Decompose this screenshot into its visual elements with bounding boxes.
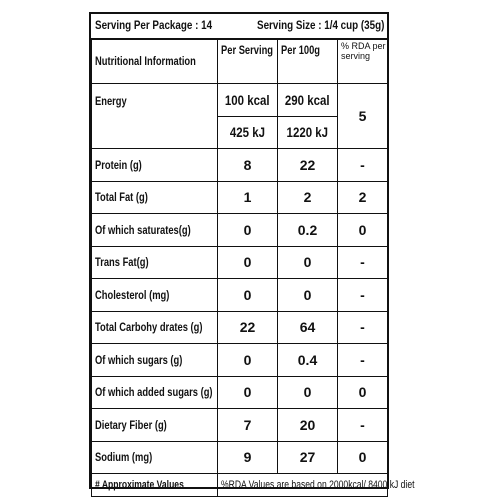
serving-per-package: Serving Per Package : 14	[95, 18, 213, 32]
nutrient-label: Total Carbohy drates (g)	[92, 311, 218, 344]
nutrient-row	[92, 311, 388, 344]
nutrition-facts-panel	[89, 12, 415, 491]
per-serving-value: 0	[218, 279, 278, 312]
nutrient-label: Of which added sugars (g)	[92, 376, 218, 409]
nutrient-row	[92, 181, 388, 214]
nutrient-label: Protein (g)	[92, 149, 218, 182]
nutrient-label: Trans Fat(g)	[92, 246, 218, 279]
nutrient-label: Cholesterol (mg)	[92, 279, 218, 312]
per-100g-value: 2	[278, 181, 338, 214]
per-serving-value: 9	[218, 441, 278, 474]
serving-header	[91, 14, 387, 40]
nutrient-row	[92, 214, 388, 247]
energy-kj-serving: 425 kJ	[218, 116, 278, 149]
rda-value: -	[338, 149, 388, 182]
per-serving-value: 22	[218, 311, 278, 344]
nutrient-row	[92, 344, 388, 377]
rda-value: 2	[338, 181, 388, 214]
rda-value: 0	[338, 376, 388, 409]
energy-label: Energy	[92, 84, 218, 149]
footer-approx: # Approximate Values	[92, 474, 218, 497]
nutrient-row	[92, 376, 388, 409]
per-serving-value: 0	[218, 214, 278, 247]
nutrient-row	[92, 409, 388, 442]
nutrient-label: Total Fat (g)	[92, 181, 218, 214]
rda-value: 0	[338, 441, 388, 474]
per-serving-value: 1	[218, 181, 278, 214]
per-100g-value: 0	[278, 246, 338, 279]
column-per-serving-header: Per Serving	[218, 39, 278, 84]
rda-value: -	[338, 279, 388, 312]
per-100g-value: 22	[278, 149, 338, 182]
rda-value: -	[338, 344, 388, 377]
per-100g-value: 64	[278, 311, 338, 344]
column-nutrient-header: Nutritional Information	[92, 39, 218, 84]
nutrient-label: Dietary Fiber (g)	[92, 409, 218, 442]
column-per-100g-header: Per 100g	[278, 39, 338, 84]
rda-value: 0	[338, 214, 388, 247]
per-serving-value: 0	[218, 344, 278, 377]
energy-kcal-100g: 290 kcal	[278, 84, 338, 117]
per-serving-value: 0	[218, 376, 278, 409]
energy-rda: 5	[338, 84, 388, 149]
column-rda-header: % RDA per serving	[338, 39, 388, 84]
per-100g-value: 0	[278, 376, 338, 409]
energy-kj-100g: 1220 kJ	[278, 116, 338, 149]
per-100g-value: 0.2	[278, 214, 338, 247]
energy-kcal-serving: 100 kcal	[218, 84, 278, 117]
nutrient-rows	[92, 149, 388, 474]
serving-size: Serving Size : 1/4 cup (35g)	[257, 18, 385, 32]
per-serving-value: 8	[218, 149, 278, 182]
nutrient-row	[92, 149, 388, 182]
nutrient-label: Of which saturates(g)	[92, 214, 218, 247]
per-serving-value: 7	[218, 409, 278, 442]
nutrient-row	[92, 279, 388, 312]
column-header-row	[92, 39, 388, 84]
nutrition-table	[91, 38, 415, 497]
footer-rda-note: %RDA Values are based on 2000kcal/ 8400 kJ diet	[218, 474, 388, 497]
nutrient-label: Of which sugars (g)	[92, 344, 218, 377]
nutrient-row	[92, 246, 388, 279]
footer-row	[92, 474, 388, 497]
nutrient-row	[92, 441, 388, 474]
rda-value: -	[338, 409, 388, 442]
per-serving-value: 0	[218, 246, 278, 279]
per-100g-value: 27	[278, 441, 338, 474]
energy-kcal-row	[92, 84, 388, 117]
rda-value: -	[338, 246, 388, 279]
rda-value: -	[338, 311, 388, 344]
per-100g-value: 20	[278, 409, 338, 442]
per-100g-value: 0.4	[278, 344, 338, 377]
nutrient-label: Sodium (mg)	[92, 441, 218, 474]
per-100g-value: 0	[278, 279, 338, 312]
